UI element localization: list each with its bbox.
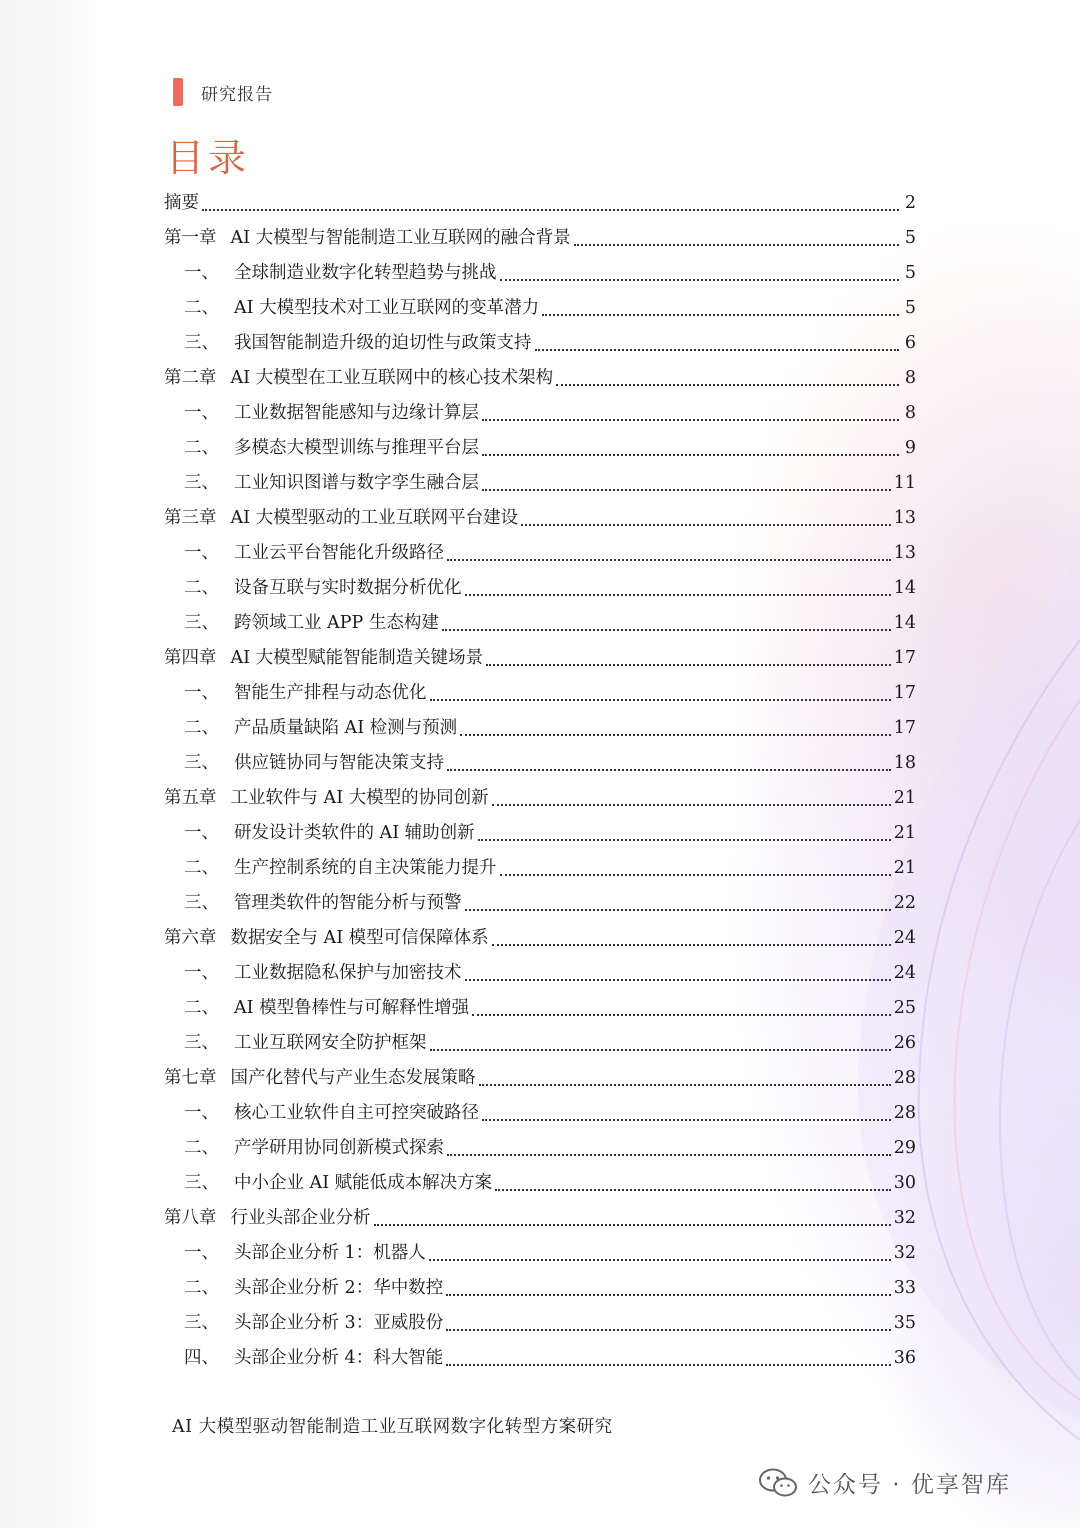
toc-dot-leader	[429, 1259, 891, 1261]
header-accent-bar	[173, 78, 183, 106]
toc-page-number: 8	[904, 403, 916, 423]
toc-dot-leader	[446, 1364, 891, 1366]
report-header	[173, 78, 273, 106]
toc-page-number: 17	[893, 718, 916, 738]
toc-section-entry[interactable]	[164, 431, 916, 466]
toc-dot-leader	[482, 489, 891, 491]
toc-page-number: 32	[893, 1208, 916, 1228]
toc-entry-title: 设备互联与实时数据分析优化	[234, 578, 462, 598]
toc-dot-leader	[492, 944, 891, 946]
toc-dot-leader	[500, 279, 900, 281]
toc-dot-leader	[482, 454, 899, 456]
toc-page-number: 24	[893, 963, 916, 983]
toc-entry-number: 第三章	[164, 508, 217, 528]
toc-page-number: 22	[893, 893, 916, 913]
toc-dot-leader	[465, 909, 891, 911]
toc-dot-leader	[447, 1154, 891, 1156]
toc-chapter-entry[interactable]	[164, 781, 916, 816]
toc-page-number: 5	[904, 263, 916, 283]
toc-entry-title: AI 大模型赋能智能制造关键场景	[230, 648, 484, 668]
toc-section-entry[interactable]	[164, 326, 916, 361]
toc-entry-number: 四、	[184, 1348, 219, 1368]
toc-section-entry[interactable]	[164, 571, 916, 606]
toc-entry-number: 一、	[184, 1103, 219, 1123]
toc-dot-leader	[446, 1294, 891, 1296]
toc-dot-leader	[430, 699, 891, 701]
toc-entry-number: 二、	[184, 1278, 219, 1298]
toc-dot-leader	[465, 979, 891, 981]
toc-entry-number: 二、	[184, 998, 219, 1018]
toc-entry-number: 一、	[184, 403, 219, 423]
toc-dot-leader	[486, 664, 891, 666]
toc-entry-number: 第五章	[164, 788, 217, 808]
toc-entry-number: 三、	[184, 1173, 219, 1193]
toc-dot-leader	[482, 1119, 891, 1121]
toc-dot-leader	[521, 524, 891, 526]
toc-entry-number: 三、	[184, 333, 219, 353]
toc-dot-leader	[482, 419, 899, 421]
toc-chapter-entry[interactable]	[164, 641, 916, 676]
toc-section-entry[interactable]	[164, 1236, 916, 1271]
toc-entry-title: 工业数据隐私保护与加密技术	[234, 963, 462, 983]
toc-chapter-entry[interactable]	[164, 1061, 916, 1096]
toc-page-number: 11	[893, 473, 916, 493]
toc-chapter-entry[interactable]	[164, 361, 916, 396]
toc-entry-title: 数据安全与 AI 模型可信保障体系	[230, 928, 489, 948]
toc-page-number: 6	[904, 333, 916, 353]
toc-section-entry[interactable]	[164, 816, 916, 851]
toc-dot-leader	[442, 629, 891, 631]
toc-entry-number: 三、	[184, 1033, 219, 1053]
toc-page-number: 24	[893, 928, 916, 948]
toc-entry-title: 跨领域工业 APP 生态构建	[234, 613, 439, 633]
toc-entry-title: 行业头部企业分析	[230, 1208, 371, 1228]
toc-entry-title: 头部企业分析 3：亚威股份	[234, 1313, 444, 1333]
toc-entry-title: 全球制造业数字化转型趋势与挑战	[234, 263, 497, 283]
toc-entry-number: 二、	[184, 858, 219, 878]
toc-entry-title: AI 模型鲁棒性与可解释性增强	[234, 998, 470, 1018]
toc-section-entry[interactable]	[164, 1306, 916, 1341]
toc-page-number: 21	[893, 858, 916, 878]
toc-entry-number: 一、	[184, 543, 219, 563]
toc-page-number: 36	[893, 1348, 916, 1368]
toc-page-number: 18	[893, 753, 916, 773]
toc-page-number: 30	[893, 1173, 916, 1193]
toc-page-number: 14	[893, 613, 916, 633]
toc-page-number: 17	[893, 683, 916, 703]
toc-page-number: 25	[893, 998, 916, 1018]
toc-entry-title: 产学研用协同创新模式探索	[234, 1138, 444, 1158]
toc-entry-number: 二、	[184, 1138, 219, 1158]
toc-entry-number: 三、	[184, 613, 219, 633]
toc-entry-title: 产品质量缺陷 AI 检测与预测	[234, 718, 458, 738]
toc-section-entry[interactable]	[164, 711, 916, 746]
toc-entry-title: 生产控制系统的自主决策能力提升	[234, 858, 497, 878]
toc-section-entry[interactable]	[164, 1026, 916, 1061]
toc-entry-number: 二、	[184, 298, 219, 318]
toc-entry-title: 智能生产排程与动态优化	[234, 683, 427, 703]
toc-page-number: 17	[893, 648, 916, 668]
toc-entry-number: 二、	[184, 718, 219, 738]
toc-page-number: 8	[904, 368, 916, 388]
toc-page-number: 21	[893, 823, 916, 843]
toc-dot-leader	[374, 1224, 891, 1226]
toc-page-number: 28	[893, 1103, 916, 1123]
watermark-text: 公众号 · 优享智库	[808, 1472, 1011, 1498]
page-title: 目录	[166, 136, 251, 180]
toc-page-number: 5	[904, 228, 916, 248]
toc-page-number: 35	[893, 1313, 916, 1333]
toc-entry-number: 第七章	[164, 1068, 217, 1088]
toc-entry-number: 第二章	[164, 368, 217, 388]
toc-entry-number: 第六章	[164, 928, 217, 948]
wechat-icon	[758, 1468, 798, 1498]
toc-page-number: 2	[904, 193, 916, 213]
toc-entry-title: 中小企业 AI 赋能低成本解决方案	[234, 1173, 493, 1193]
toc-section-entry[interactable]	[164, 746, 916, 781]
toc-entry-title: 研发设计类软件的 AI 辅助创新	[234, 823, 475, 843]
toc-entry-title: 摘要	[164, 193, 199, 213]
toc-page-number: 26	[893, 1033, 916, 1053]
toc-entry-number: 二、	[184, 438, 219, 458]
toc-dot-leader	[446, 1329, 891, 1331]
toc-entry-title: 我国智能制造升级的迫切性与政策支持	[234, 333, 532, 353]
toc-section-entry[interactable]	[164, 536, 916, 571]
toc-section-entry[interactable]	[164, 291, 916, 326]
toc-dot-leader	[460, 734, 891, 736]
toc-page-number: 13	[893, 543, 916, 563]
toc-page-number: 14	[893, 578, 916, 598]
toc-entry-title: 工业云平台智能化升级路径	[234, 543, 444, 563]
toc-entry-title: 工业知识图谱与数字孪生融合层	[234, 473, 479, 493]
toc-page-number: 9	[904, 438, 916, 458]
toc-dot-leader	[495, 1189, 891, 1191]
toc-dot-leader	[535, 349, 900, 351]
footer-document-title: AI 大模型驱动智能制造工业互联网数字化转型方案研究	[172, 1417, 613, 1437]
wechat-watermark	[758, 1466, 1011, 1499]
toc-chapter-entry[interactable]	[164, 501, 916, 536]
toc-dot-leader	[202, 209, 899, 211]
toc-entry-title: 工业数据智能感知与边缘计算层	[234, 403, 479, 423]
toc-entry-title: 多模态大模型训练与推理平台层	[234, 438, 479, 458]
toc-section-entry[interactable]	[164, 606, 916, 641]
toc-entry-number: 一、	[184, 963, 219, 983]
toc-entry-title: 头部企业分析 2：华中数控	[234, 1278, 444, 1298]
toc-entry-number: 一、	[184, 823, 219, 843]
toc-entry-number: 三、	[184, 893, 219, 913]
toc-entry-title: 核心工业软件自主可控突破路径	[234, 1103, 479, 1123]
toc-entry-title: AI 大模型驱动的工业互联网平台建设	[230, 508, 519, 528]
toc-section-entry[interactable]	[164, 956, 916, 991]
toc-entry-title: 供应链协同与智能决策支持	[234, 753, 444, 773]
toc-page-number: 32	[893, 1243, 916, 1263]
toc-dot-leader	[447, 559, 891, 561]
toc-section-entry[interactable]	[164, 1166, 916, 1201]
toc-entry-title: 工业互联网安全防护框架	[234, 1033, 427, 1053]
toc-section-entry[interactable]	[164, 851, 916, 886]
toc-section-entry[interactable]	[164, 1271, 916, 1306]
toc-page-number: 29	[893, 1138, 916, 1158]
toc-section-entry[interactable]	[164, 396, 916, 431]
toc-page-number: 33	[893, 1278, 916, 1298]
toc-dot-leader	[500, 874, 891, 876]
toc-entry-number: 一、	[184, 263, 219, 283]
toc-chapter-entry[interactable]	[164, 186, 916, 221]
toc-dot-leader	[478, 839, 891, 841]
toc-dot-leader	[574, 244, 899, 246]
toc-page-number: 28	[893, 1068, 916, 1088]
toc-section-entry[interactable]	[164, 1131, 916, 1166]
toc-entry-number: 第一章	[164, 228, 217, 248]
toc-entry-number: 三、	[184, 1313, 219, 1333]
toc-page-number: 13	[893, 508, 916, 528]
toc-dot-leader	[542, 314, 899, 316]
toc-entry-title: 管理类软件的智能分析与预警	[234, 893, 462, 913]
toc-dot-leader	[556, 384, 899, 386]
toc-section-entry[interactable]	[164, 1096, 916, 1131]
toc-section-entry[interactable]	[164, 886, 916, 921]
toc-chapter-entry[interactable]	[164, 921, 916, 956]
toc-section-entry[interactable]	[164, 991, 916, 1026]
toc-entry-title: AI 大模型技术对工业互联网的变革潜力	[234, 298, 540, 318]
toc-section-entry[interactable]	[164, 256, 916, 291]
toc-entry-title: 头部企业分析 4：科大智能	[234, 1348, 444, 1368]
toc-entry-number: 一、	[184, 683, 219, 703]
toc-entry-title: AI 大模型在工业互联网中的核心技术架构	[230, 368, 554, 388]
toc-entry-number: 一、	[184, 1243, 219, 1263]
toc-dot-leader	[479, 1084, 891, 1086]
toc-entry-number: 第八章	[164, 1208, 217, 1228]
toc-entry-title: 头部企业分析 1：机器人	[234, 1243, 426, 1263]
toc-entry-title: AI 大模型与智能制造工业互联网的融合背景	[230, 228, 571, 248]
table-of-contents	[164, 186, 916, 1376]
toc-dot-leader	[492, 804, 891, 806]
toc-page-number: 21	[893, 788, 916, 808]
toc-section-entry[interactable]	[164, 676, 916, 711]
toc-entry-title: 工业软件与 AI 大模型的协同创新	[230, 788, 489, 808]
toc-dot-leader	[430, 1049, 891, 1051]
toc-section-entry[interactable]	[164, 1341, 916, 1376]
toc-dot-leader	[465, 594, 891, 596]
toc-entry-number: 三、	[184, 753, 219, 773]
toc-chapter-entry[interactable]	[164, 1201, 916, 1236]
toc-entry-number: 第四章	[164, 648, 217, 668]
toc-entry-number: 二、	[184, 578, 219, 598]
header-label: 研究报告	[201, 84, 273, 105]
toc-entry-number: 三、	[184, 473, 219, 493]
toc-entry-title: 国产化替代与产业生态发展策略	[230, 1068, 476, 1088]
toc-chapter-entry[interactable]	[164, 221, 916, 256]
toc-dot-leader	[472, 1014, 891, 1016]
toc-page-number: 5	[904, 298, 916, 318]
toc-section-entry[interactable]	[164, 466, 916, 501]
toc-dot-leader	[447, 769, 891, 771]
